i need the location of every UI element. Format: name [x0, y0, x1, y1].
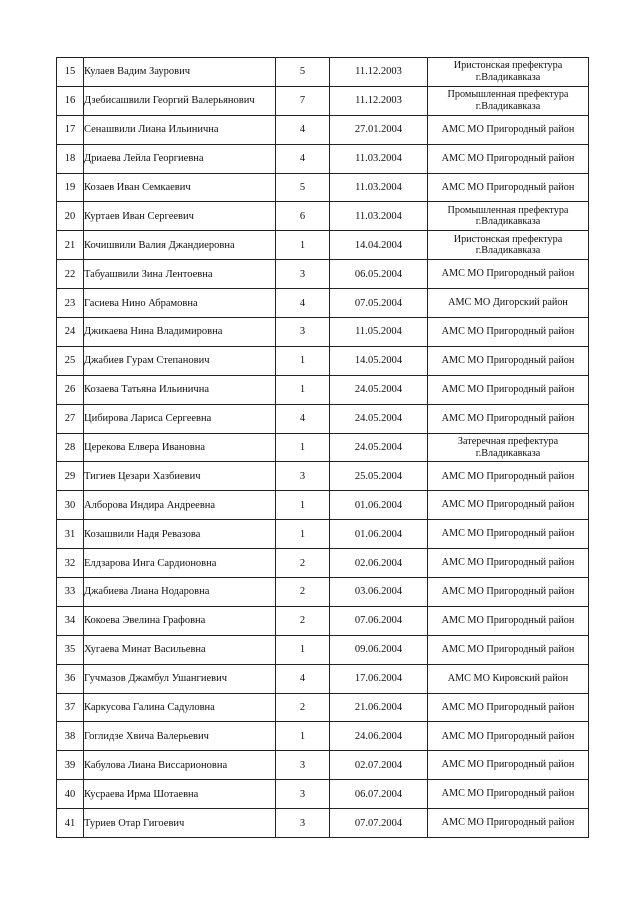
organization-cell: АМС МО Пригородный район [428, 780, 589, 809]
registration-date-cell: 07.05.2004 [330, 289, 428, 318]
organization-cell: Промышленная префектура г.Владикавказа [428, 86, 589, 115]
organization-cell: АМС МО Пригородный район [428, 549, 589, 578]
row-number-cell: 34 [57, 606, 84, 635]
organization-cell: АМС МО Пригородный район [428, 173, 589, 202]
registration-date-cell: 11.03.2004 [330, 202, 428, 231]
registration-date-cell: 03.06.2004 [330, 578, 428, 607]
row-number-cell: 17 [57, 115, 84, 144]
row-number-cell: 36 [57, 664, 84, 693]
full-name-cell: Кулаев Вадим Заурович [84, 58, 276, 87]
registration-date-cell: 25.05.2004 [330, 462, 428, 491]
organization-cell: АМС МО Дигорский район [428, 289, 589, 318]
row-number-cell: 40 [57, 780, 84, 809]
registration-date-cell: 11.12.2003 [330, 86, 428, 115]
family-members-cell: 1 [276, 346, 330, 375]
family-members-cell: 5 [276, 58, 330, 87]
full-name-cell: Гасиева Нино Абрамовна [84, 289, 276, 318]
row-number-cell: 22 [57, 260, 84, 289]
table-row [57, 809, 589, 838]
registration-date-cell: 24.05.2004 [330, 375, 428, 404]
family-members-cell: 1 [276, 491, 330, 520]
organization-cell: АМС МО Пригородный район [428, 375, 589, 404]
row-number-cell: 24 [57, 318, 84, 347]
family-members-cell: 4 [276, 404, 330, 433]
row-number-cell: 23 [57, 289, 84, 318]
table-row [57, 751, 589, 780]
full-name-cell: Дриаева Лейла Георгиевна [84, 144, 276, 173]
full-name-cell: Сенашвили Лиана Ильинична [84, 115, 276, 144]
row-number-cell: 26 [57, 375, 84, 404]
full-name-cell: Тигиев Цезари Хазбиевич [84, 462, 276, 491]
family-members-cell: 3 [276, 260, 330, 289]
family-members-cell: 3 [276, 809, 330, 838]
family-members-cell: 4 [276, 664, 330, 693]
row-number-cell: 25 [57, 346, 84, 375]
full-name-cell: Кокоева Эвелина Графовна [84, 606, 276, 635]
organization-cell: АМС МО Пригородный район [428, 491, 589, 520]
full-name-cell: Козаев Иван Семкаевич [84, 173, 276, 202]
organization-cell: АМС МО Пригородный район [428, 578, 589, 607]
family-members-cell: 2 [276, 549, 330, 578]
row-number-cell: 16 [57, 86, 84, 115]
full-name-cell: Козашвили Надя Ревазова [84, 520, 276, 549]
table-row [57, 58, 589, 87]
register-table [56, 57, 589, 838]
full-name-cell: Джабиев Гурам Степанович [84, 346, 276, 375]
full-name-cell: Кусраева Ирма Шотаевна [84, 780, 276, 809]
family-members-cell: 2 [276, 606, 330, 635]
organization-cell: Иристонская префектура г.Владикавказа [428, 231, 589, 260]
table-row [57, 115, 589, 144]
registration-date-cell: 07.06.2004 [330, 606, 428, 635]
table-row [57, 404, 589, 433]
registration-date-cell: 09.06.2004 [330, 635, 428, 664]
family-members-cell: 7 [276, 86, 330, 115]
row-number-cell: 18 [57, 144, 84, 173]
full-name-cell: Гоглидзе Хвича Валерьевич [84, 722, 276, 751]
full-name-cell: Кочишвили Валия Джандиеровна [84, 231, 276, 260]
organization-cell: АМС МО Пригородный район [428, 260, 589, 289]
row-number-cell: 27 [57, 404, 84, 433]
row-number-cell: 33 [57, 578, 84, 607]
full-name-cell: Дзебисашвили Георгий Валерьянович [84, 86, 276, 115]
family-members-cell: 1 [276, 231, 330, 260]
row-number-cell: 41 [57, 809, 84, 838]
table-row [57, 462, 589, 491]
family-members-cell: 1 [276, 635, 330, 664]
family-members-cell: 3 [276, 780, 330, 809]
row-number-cell: 31 [57, 520, 84, 549]
organization-cell: АМС МО Пригородный район [428, 520, 589, 549]
registration-date-cell: 02.07.2004 [330, 751, 428, 780]
registration-date-cell: 11.05.2004 [330, 318, 428, 347]
table-row [57, 722, 589, 751]
organization-cell: АМС МО Кировский район [428, 664, 589, 693]
table-row [57, 520, 589, 549]
organization-cell: АМС МО Пригородный район [428, 115, 589, 144]
row-number-cell: 19 [57, 173, 84, 202]
full-name-cell: Гучмазов Джамбул Ушангиевич [84, 664, 276, 693]
row-number-cell: 38 [57, 722, 84, 751]
registration-date-cell: 01.06.2004 [330, 491, 428, 520]
registration-date-cell: 24.06.2004 [330, 722, 428, 751]
full-name-cell: Козаева Татьяна Ильинична [84, 375, 276, 404]
row-number-cell: 35 [57, 635, 84, 664]
organization-cell: АМС МО Пригородный район [428, 809, 589, 838]
register-table-body [57, 58, 589, 838]
organization-cell: АМС МО Пригородный район [428, 346, 589, 375]
table-row [57, 289, 589, 318]
table-row [57, 433, 589, 462]
family-members-cell: 1 [276, 722, 330, 751]
row-number-cell: 20 [57, 202, 84, 231]
organization-cell: АМС МО Пригородный район [428, 144, 589, 173]
family-members-cell: 4 [276, 289, 330, 318]
table-row [57, 780, 589, 809]
table-row [57, 231, 589, 260]
full-name-cell: Церекова Елвера Ивановна [84, 433, 276, 462]
registration-date-cell: 01.06.2004 [330, 520, 428, 549]
family-members-cell: 3 [276, 318, 330, 347]
full-name-cell: Куртаев Иван Сергеевич [84, 202, 276, 231]
table-row [57, 693, 589, 722]
row-number-cell: 28 [57, 433, 84, 462]
table-row [57, 86, 589, 115]
full-name-cell: Джикаева Нина Владимировна [84, 318, 276, 347]
row-number-cell: 32 [57, 549, 84, 578]
table-row [57, 635, 589, 664]
organization-cell: АМС МО Пригородный район [428, 751, 589, 780]
family-members-cell: 1 [276, 520, 330, 549]
registration-date-cell: 24.05.2004 [330, 404, 428, 433]
registration-date-cell: 07.07.2004 [330, 809, 428, 838]
table-row [57, 144, 589, 173]
registration-date-cell: 24.05.2004 [330, 433, 428, 462]
table-row [57, 578, 589, 607]
registration-date-cell: 06.05.2004 [330, 260, 428, 289]
registration-date-cell: 14.04.2004 [330, 231, 428, 260]
full-name-cell: Елдзарова Инга Сардионовна [84, 549, 276, 578]
family-members-cell: 4 [276, 115, 330, 144]
table-row [57, 664, 589, 693]
full-name-cell: Хугаева Минат Васильевна [84, 635, 276, 664]
row-number-cell: 30 [57, 491, 84, 520]
row-number-cell: 29 [57, 462, 84, 491]
table-row [57, 375, 589, 404]
organization-cell: Затеречная префектура г.Владикавказа [428, 433, 589, 462]
table-row [57, 606, 589, 635]
registration-date-cell: 06.07.2004 [330, 780, 428, 809]
table-row [57, 202, 589, 231]
family-members-cell: 1 [276, 433, 330, 462]
registration-date-cell: 11.03.2004 [330, 144, 428, 173]
organization-cell: АМС МО Пригородный район [428, 404, 589, 433]
registration-date-cell: 14.05.2004 [330, 346, 428, 375]
organization-cell: Иристонская префектура г.Владикавказа [428, 58, 589, 87]
row-number-cell: 21 [57, 231, 84, 260]
family-members-cell: 4 [276, 144, 330, 173]
family-members-cell: 3 [276, 751, 330, 780]
family-members-cell: 6 [276, 202, 330, 231]
family-members-cell: 5 [276, 173, 330, 202]
family-members-cell: 1 [276, 375, 330, 404]
full-name-cell: Туриев Отар Гигоевич [84, 809, 276, 838]
family-members-cell: 3 [276, 462, 330, 491]
full-name-cell: Табуашвили Зина Лентоевна [84, 260, 276, 289]
registration-date-cell: 27.01.2004 [330, 115, 428, 144]
row-number-cell: 39 [57, 751, 84, 780]
organization-cell: АМС МО Пригородный район [428, 693, 589, 722]
family-members-cell: 2 [276, 693, 330, 722]
row-number-cell: 15 [57, 58, 84, 87]
table-row [57, 549, 589, 578]
row-number-cell: 37 [57, 693, 84, 722]
full-name-cell: Алборова Индира Андреевна [84, 491, 276, 520]
table-row [57, 260, 589, 289]
registration-date-cell: 02.06.2004 [330, 549, 428, 578]
organization-cell: АМС МО Пригородный район [428, 635, 589, 664]
family-members-cell: 2 [276, 578, 330, 607]
organization-cell: АМС МО Пригородный район [428, 462, 589, 491]
table-row [57, 173, 589, 202]
registration-date-cell: 11.12.2003 [330, 58, 428, 87]
registration-date-cell: 11.03.2004 [330, 173, 428, 202]
table-row [57, 318, 589, 347]
table-row [57, 346, 589, 375]
registration-date-cell: 21.06.2004 [330, 693, 428, 722]
organization-cell: АМС МО Пригородный район [428, 722, 589, 751]
full-name-cell: Каркусова Галина Садуловна [84, 693, 276, 722]
full-name-cell: Кабулова Лиана Виссарионовна [84, 751, 276, 780]
organization-cell: АМС МО Пригородный район [428, 606, 589, 635]
full-name-cell: Цибирова Лариса Сергеевна [84, 404, 276, 433]
full-name-cell: Джабиева Лиана Нодаровна [84, 578, 276, 607]
registration-date-cell: 17.06.2004 [330, 664, 428, 693]
table-row [57, 491, 589, 520]
organization-cell: АМС МО Пригородный район [428, 318, 589, 347]
organization-cell: Промышленная префектура г.Владикавказа [428, 202, 589, 231]
